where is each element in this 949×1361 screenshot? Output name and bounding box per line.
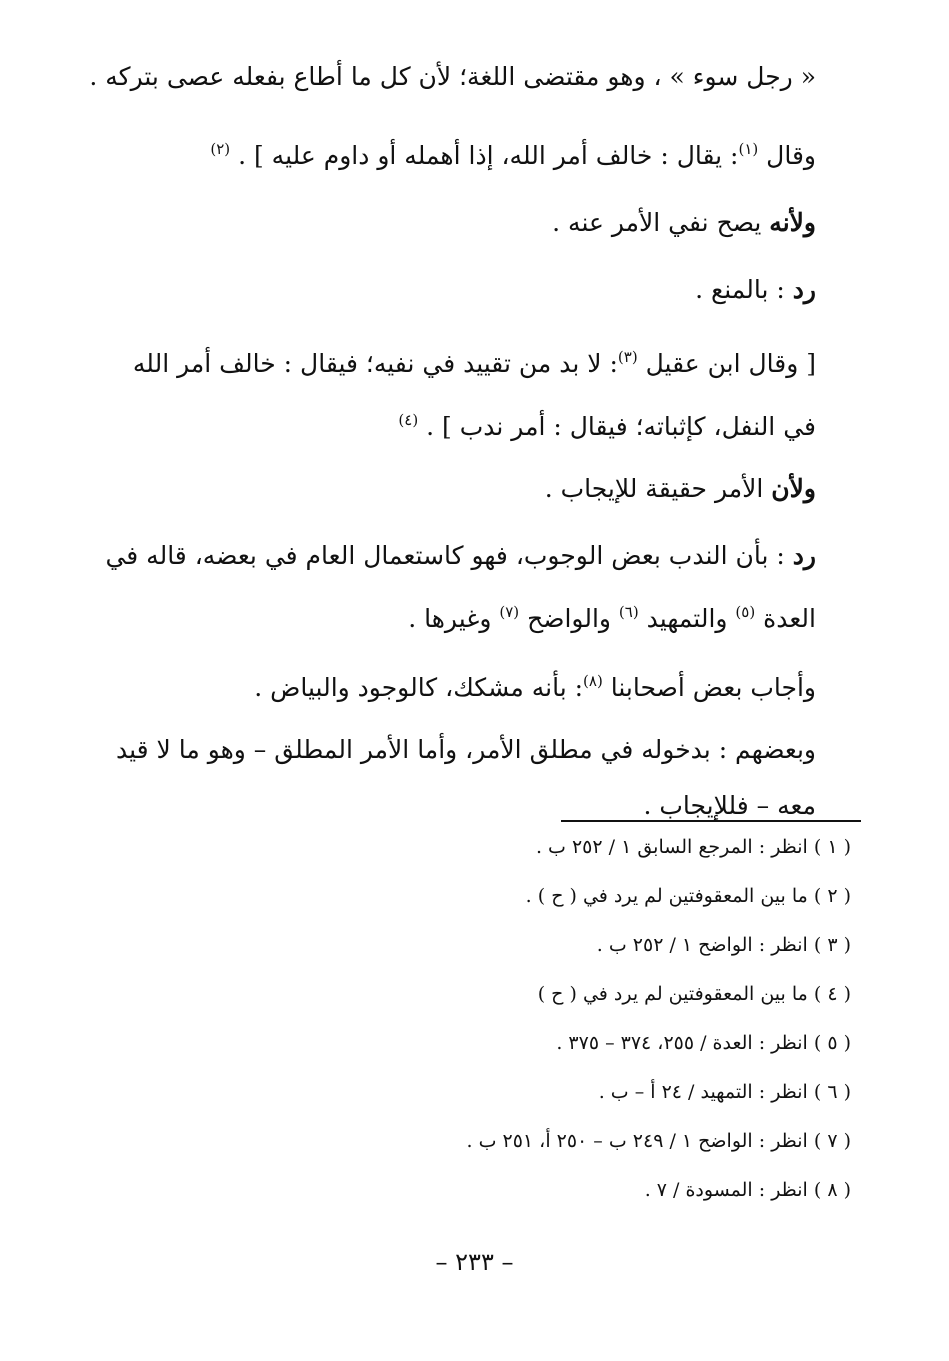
- text-segment: وقال: [758, 141, 816, 170]
- footnote-5: ( ٥ ) انظر : العدة / ٢٥٥، ٣٧٤ – ٣٧٥ .: [556, 1032, 851, 1054]
- bold-lead-word: ولأن: [771, 474, 816, 503]
- text-segment: وأجاب بعض أصحابنا: [602, 673, 816, 702]
- text-segment: : بالمنع .: [695, 275, 793, 304]
- text-segment: يصح نفي الأمر عنه .: [552, 208, 770, 237]
- text-segment: : بأن الندب بعض الوجوب، فهو كاستعمال العام في بعضه، قاله في: [105, 541, 793, 570]
- footnote-1: ( ١ ) انظر : المرجع السابق ١ / ٢٥٢ ب .: [535, 836, 851, 858]
- text-line-4: [90, 273, 816, 307]
- text-line-1: [90, 60, 816, 94]
- text-line-2: [90, 132, 816, 173]
- footnote-ref: (٢): [210, 140, 231, 158]
- text-segment: : بأنه مشكك، كالوجود والبياض .: [254, 673, 584, 702]
- footnote-4: ( ٤ ) ما بين المعقوفتين لم يرد في ( ح ): [537, 983, 851, 1005]
- footnotes: [151, 835, 851, 1227]
- text-line-10: [90, 664, 816, 705]
- footnote-ref: (٤): [398, 411, 419, 429]
- footnote-8: ( ٨ ) انظر : المسودة / ٧ .: [644, 1179, 851, 1201]
- footnote-ref: (١): [738, 140, 759, 158]
- body-text: [90, 60, 816, 823]
- page-number: – ٢٣٣ –: [435, 1248, 514, 1276]
- text-line-12: [90, 789, 816, 823]
- text-line-8: [90, 539, 816, 573]
- text-segment: في النفل، كإثباته؛ فيقال : أمر ندب ] .: [418, 412, 816, 441]
- footnote-6: ( ٦ ) انظر : التمهيد / ٢٤ أ – ب .: [598, 1081, 851, 1103]
- text-line-7: [90, 472, 816, 506]
- footnote-ref: (٦): [618, 603, 639, 621]
- footnote-3: ( ٣ ) انظر : الواضح ١ / ٢٥٢ ب .: [596, 934, 851, 956]
- text-line-3: [90, 206, 816, 240]
- bold-lead-word: ولأنه: [769, 208, 816, 237]
- text-segment: وغيرها .: [408, 604, 500, 633]
- bold-lead-word: رد: [792, 541, 816, 570]
- text-segment: : لا بد من تقييد في نفيه؛ فيقال : خالف أمر الله: [132, 349, 618, 378]
- footnote-ref: (٨): [583, 672, 603, 690]
- text-segment: [ وقال ابن عقيل: [637, 349, 816, 378]
- text-segment: وبعضهم : بدخوله في مطلق الأمر، وأما الأمر المطلق – وهو ما لا قيد: [115, 735, 816, 764]
- text-segment: العدة: [755, 604, 816, 633]
- footnote-ref: (٧): [499, 603, 520, 621]
- footnote-divider: [561, 820, 861, 822]
- text-segment: : يقال : خالف أمر الله، إذا أهمله أو داوم عليه ] .: [230, 141, 739, 170]
- footnote-2: ( ٢ ) ما بين المعقوفتين لم يرد في ( ح ) .: [525, 885, 851, 907]
- footnote-7: ( ٧ ) انظر : الواضح ١ / ٢٤٩ ب – ٢٥٠ أ، ٢٥١ ب .: [466, 1130, 851, 1152]
- text-line-6: [90, 403, 816, 444]
- text-segment: « رجل سوء » ، وهو مقتضى اللغة؛ لأن كل ما أطاع بفعله عصى بتركه .: [89, 62, 816, 91]
- text-segment: معه – فللإيجاب .: [643, 791, 816, 820]
- text-segment: الأمر حقيقة للإيجاب .: [544, 474, 772, 503]
- footnote-ref: (٣): [617, 348, 638, 366]
- footnote-ref: (٥): [735, 603, 756, 621]
- text-segment: والتمهيد: [638, 604, 736, 633]
- text-line-9: [90, 595, 816, 636]
- text-segment: والواضح: [519, 604, 619, 633]
- bold-lead-word: رد: [792, 275, 816, 304]
- text-line-11: [90, 733, 816, 767]
- text-line-5: [90, 340, 816, 381]
